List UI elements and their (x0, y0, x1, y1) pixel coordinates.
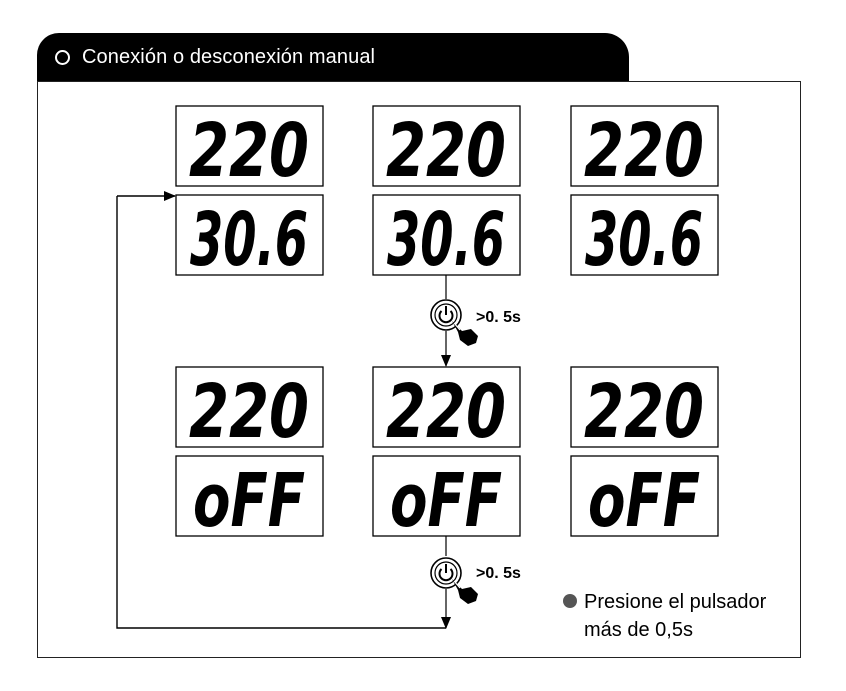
section-title: Conexión o desconexión manual (82, 45, 376, 68)
instruction-note (563, 588, 766, 644)
lcd-top-value: 220 (584, 108, 704, 194)
note-line-2: más de 0,5s (584, 619, 693, 641)
display-unit-6 (571, 367, 718, 544)
lcd-top-value: 220 (189, 369, 309, 455)
lcd-bottom-value: 30.6 (190, 197, 308, 283)
press-step-2 (431, 536, 521, 628)
pointing-hand-icon (452, 321, 478, 346)
lcd-top-value: 220 (189, 108, 309, 194)
display-unit-4 (176, 367, 323, 544)
display-unit-2 (373, 106, 520, 283)
lcd-bottom-value: oFF (390, 458, 502, 544)
display-unit-3 (571, 106, 718, 283)
press-duration-label: >0. 5s (476, 309, 521, 326)
lcd-bottom-value: oFF (588, 458, 700, 544)
pointing-hand-icon (452, 579, 478, 604)
lcd-top-value: 220 (386, 108, 506, 194)
press-duration-label: >0. 5s (476, 565, 521, 582)
lcd-top-value: 220 (386, 369, 506, 455)
lcd-top-value: 220 (584, 369, 704, 455)
note-line-1: Presione el pulsador (584, 591, 767, 613)
lcd-bottom-value: 30.6 (585, 197, 703, 283)
display-unit-5 (373, 367, 520, 544)
lcd-bottom-value: oFF (193, 458, 305, 544)
press-step-1 (431, 275, 521, 366)
lcd-bottom-value: 30.6 (387, 197, 505, 283)
bullet-dot-icon (563, 594, 577, 608)
display-unit-1 (176, 106, 323, 283)
